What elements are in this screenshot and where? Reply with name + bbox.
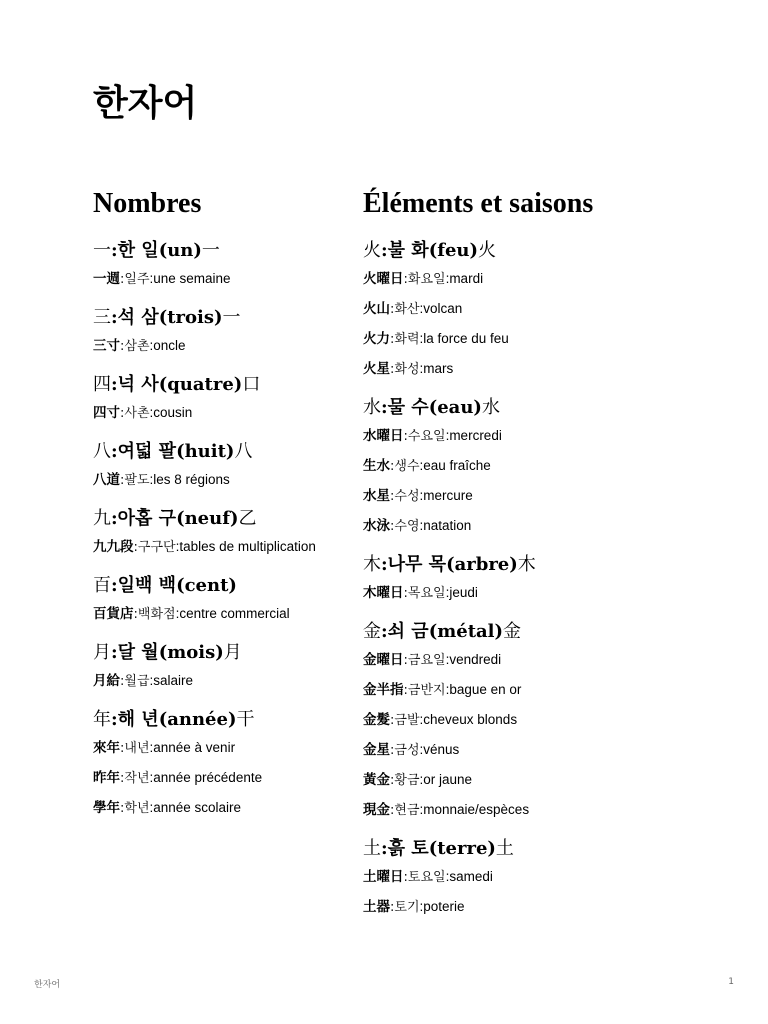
entry-korean: :화성 [390, 362, 420, 377]
group-reading: :달 월 [111, 642, 159, 663]
entry-korean: :일주 [120, 272, 150, 287]
entry-french: :cheveux blonds [419, 712, 518, 727]
group-radical: 木 [517, 554, 536, 575]
vocab-entry [93, 335, 343, 358]
group-hanja: 水 [363, 397, 381, 418]
page-number: 1 [728, 977, 734, 987]
group-hanja: 八 [93, 441, 111, 462]
entry-korean: :금반지 [403, 683, 446, 698]
entry-french: :or jaune [419, 772, 473, 787]
group-radical: 口 [242, 374, 261, 395]
entry-french: :vénus [419, 742, 460, 757]
group-reading: :불 화 [381, 240, 429, 261]
group-hanja: 土 [363, 838, 381, 859]
group-reading: :흙 토 [381, 838, 429, 859]
entry-french: :mardi [445, 271, 484, 286]
entry-french: :année scolaire [149, 800, 242, 815]
entry-hanja: 學年 [93, 800, 120, 816]
entry-hanja: 來年 [93, 740, 120, 756]
entry-hanja: 土曜日 [363, 869, 404, 885]
entry-hanja: 金曜日 [363, 652, 404, 668]
entry-french: :monnaie/espèces [419, 802, 530, 817]
entry-hanja: 一週 [93, 271, 120, 287]
vocab-entry [363, 679, 653, 702]
entry-hanja: 百貨店 [93, 606, 134, 622]
entry-hanja: 三寸 [93, 338, 120, 354]
group-reading: :석 삼 [111, 307, 159, 328]
entry-french: :tables de multiplication [175, 539, 316, 554]
group-list [93, 236, 343, 820]
group-hanja: 一 [93, 240, 111, 261]
vocab-entry [363, 268, 653, 291]
group-hanja: 火 [363, 240, 381, 261]
group-list [363, 236, 653, 919]
entry-french: :mercredi [445, 428, 502, 443]
entry-korean: :토기 [390, 900, 420, 915]
vocab-entry [363, 896, 653, 919]
entry-french: :cousin [149, 405, 193, 420]
entry-korean: :현금 [390, 803, 420, 818]
group-reading: :나무 목 [381, 554, 447, 575]
entry-french: :année à venir [149, 740, 236, 755]
group-meaning: (mois) [158, 642, 224, 663]
entry-hanja: 四寸 [93, 405, 120, 421]
group-meaning: (neuf) [176, 508, 239, 529]
group-reading: :해 년 [111, 709, 159, 730]
entry-hanja: 金半指 [363, 682, 404, 698]
group-reading: :한 일 [111, 240, 159, 261]
column-nombres [93, 186, 343, 832]
hanja-group [363, 834, 653, 919]
entry-korean: :내년 [120, 741, 150, 756]
vocab-entry [93, 603, 343, 626]
entry-hanja: 土器 [363, 899, 390, 915]
group-meaning: (eau) [428, 397, 482, 418]
vocab-entry [363, 866, 653, 889]
entry-french: :oncle [149, 338, 186, 353]
entry-french: :volcan [419, 301, 463, 316]
hanja-group [363, 550, 653, 605]
group-heading [93, 370, 343, 400]
column-heading: Éléments et saisons [363, 188, 594, 219]
vocab-entry [363, 485, 653, 508]
group-radical: 八 [234, 441, 253, 462]
entry-hanja: 金髮 [363, 712, 390, 728]
vocab-entry [363, 425, 653, 448]
entry-french: :mars [419, 361, 454, 376]
vocab-entry [93, 469, 343, 492]
group-heading [363, 393, 653, 423]
hanja-group [93, 303, 343, 358]
hanja-group [93, 236, 343, 291]
group-heading [93, 638, 343, 668]
group-meaning: (terre) [428, 838, 496, 859]
group-meaning: (métal) [428, 621, 504, 642]
entry-hanja: 火星 [363, 361, 390, 377]
entry-hanja: 水泳 [363, 518, 390, 534]
group-hanja: 月 [93, 642, 111, 663]
vocab-entry [363, 582, 653, 605]
entry-french: :natation [419, 518, 472, 533]
entry-korean: :백화점 [133, 607, 176, 622]
hanja-group [363, 236, 653, 381]
vocab-entry [93, 797, 343, 820]
vocab-entry [363, 799, 653, 822]
vocab-entry [363, 739, 653, 762]
group-heading [93, 504, 343, 534]
entry-korean: :수영 [390, 519, 420, 534]
entry-korean: :화력 [390, 332, 420, 347]
group-reading: :넉 사 [111, 374, 159, 395]
hanja-group [93, 571, 343, 626]
group-reading: :쇠 금 [381, 621, 429, 642]
vocab-entry [363, 298, 653, 321]
vocab-entry [363, 358, 653, 381]
entry-korean: :화요일 [403, 272, 446, 287]
group-hanja: 木 [363, 554, 381, 575]
group-radical: 一 [201, 240, 220, 261]
group-reading: :아홉 구 [111, 508, 177, 529]
group-heading [93, 571, 343, 601]
vocab-entry [93, 767, 343, 790]
entry-hanja: 水星 [363, 488, 390, 504]
entry-hanja: 九九段 [93, 539, 134, 555]
entry-hanja: 火山 [363, 301, 390, 317]
group-heading [93, 437, 343, 467]
entry-french: :année précédente [149, 770, 263, 785]
entry-korean: :금발 [390, 713, 420, 728]
group-hanja: 百 [93, 575, 111, 596]
group-radical: 月 [223, 642, 242, 663]
group-meaning: (trois) [158, 307, 223, 328]
entry-french: :les 8 régions [149, 472, 230, 487]
entry-korean: :작년 [120, 771, 150, 786]
hanja-group [93, 370, 343, 425]
group-heading [363, 617, 653, 647]
group-reading: :일백 백 [111, 575, 177, 596]
group-hanja: 三 [93, 307, 111, 328]
group-meaning: (année) [158, 709, 237, 730]
entry-hanja: 昨年 [93, 770, 120, 786]
entry-french: :centre commercial [175, 606, 290, 621]
group-radical: 干 [236, 709, 255, 730]
group-hanja: 年 [93, 709, 111, 730]
vocab-entry [363, 649, 653, 672]
entry-korean: :화산 [390, 302, 420, 317]
hanja-group [363, 617, 653, 822]
group-meaning: (cent) [176, 575, 237, 596]
group-hanja: 九 [93, 508, 111, 529]
vocab-entry [363, 769, 653, 792]
footer-title: 한자어 [34, 980, 61, 990]
entry-french: :bague en or [445, 682, 522, 697]
entry-french: :samedi [445, 869, 493, 884]
group-reading: :물 수 [381, 397, 429, 418]
group-meaning: (quatre) [158, 374, 243, 395]
vocab-entry [93, 536, 343, 559]
hanja-group [93, 437, 343, 492]
vocab-entry [363, 328, 653, 351]
entry-hanja: 火曜日 [363, 271, 404, 287]
group-meaning: (arbre) [446, 554, 518, 575]
entry-korean: :팔도 [120, 473, 150, 488]
hanja-group [363, 393, 653, 538]
entry-korean: :수요일 [403, 429, 446, 444]
vocab-entry [93, 737, 343, 760]
group-radical: 金 [503, 621, 522, 642]
entry-hanja: 木曜日 [363, 585, 404, 601]
entry-french: :poterie [419, 899, 465, 914]
entry-korean: :토요일 [403, 870, 446, 885]
hanja-group [93, 705, 343, 820]
entry-french: :une semaine [149, 271, 231, 286]
entry-french: :jeudi [445, 585, 478, 600]
group-radical: 乙 [238, 508, 257, 529]
entry-hanja: 現金 [363, 802, 390, 818]
entry-hanja: 黃金 [363, 772, 390, 788]
group-hanja: 金 [363, 621, 381, 642]
group-meaning: (feu) [428, 240, 479, 261]
group-heading [93, 236, 343, 266]
entry-hanja: 月給 [93, 673, 120, 689]
entry-french: :vendredi [445, 652, 502, 667]
vocab-entry [363, 709, 653, 732]
entry-korean: :사촌 [120, 406, 150, 421]
column-heading: Nombres [93, 188, 202, 219]
group-radical: 一 [222, 307, 241, 328]
entry-hanja: 八道 [93, 472, 120, 488]
group-radical: 火 [478, 240, 497, 261]
group-radical: 土 [495, 838, 514, 859]
group-heading [363, 834, 653, 864]
entry-korean: :학년 [120, 801, 150, 816]
entry-korean: :수성 [390, 489, 420, 504]
vocab-entry [93, 670, 343, 693]
entry-french: :la force du feu [419, 331, 509, 346]
group-meaning: (huit) [176, 441, 235, 462]
entry-korean: :금요일 [403, 653, 446, 668]
entry-korean: :목요일 [403, 586, 446, 601]
entry-korean: :삼촌 [120, 339, 150, 354]
group-radical: 水 [481, 397, 500, 418]
entry-hanja: 水曜日 [363, 428, 404, 444]
group-hanja: 四 [93, 374, 111, 395]
hanja-group [93, 504, 343, 559]
group-heading [93, 705, 343, 735]
entry-hanja: 火力 [363, 331, 390, 347]
group-meaning: (un) [158, 240, 202, 261]
entry-korean: :황금 [390, 773, 420, 788]
page-title: 한자어 [93, 83, 198, 124]
entry-korean: :월급 [120, 674, 150, 689]
entry-hanja: 生水 [363, 458, 390, 474]
group-reading: :여덟 팔 [111, 441, 177, 462]
entry-french: :eau fraîche [419, 458, 491, 473]
column-elements [363, 186, 653, 931]
group-heading [363, 236, 653, 266]
entry-korean: :생수 [390, 459, 420, 474]
vocab-entry [363, 455, 653, 478]
group-heading [93, 303, 343, 333]
entry-hanja: 金星 [363, 742, 390, 758]
entry-french: :salaire [149, 673, 194, 688]
entry-korean: :구구단 [133, 540, 176, 555]
vocab-entry [93, 268, 343, 291]
hanja-group [93, 638, 343, 693]
entry-french: :mercure [419, 488, 473, 503]
vocab-entry [363, 515, 653, 538]
group-heading [363, 550, 653, 580]
entry-korean: :금성 [390, 743, 420, 758]
vocab-entry [93, 402, 343, 425]
